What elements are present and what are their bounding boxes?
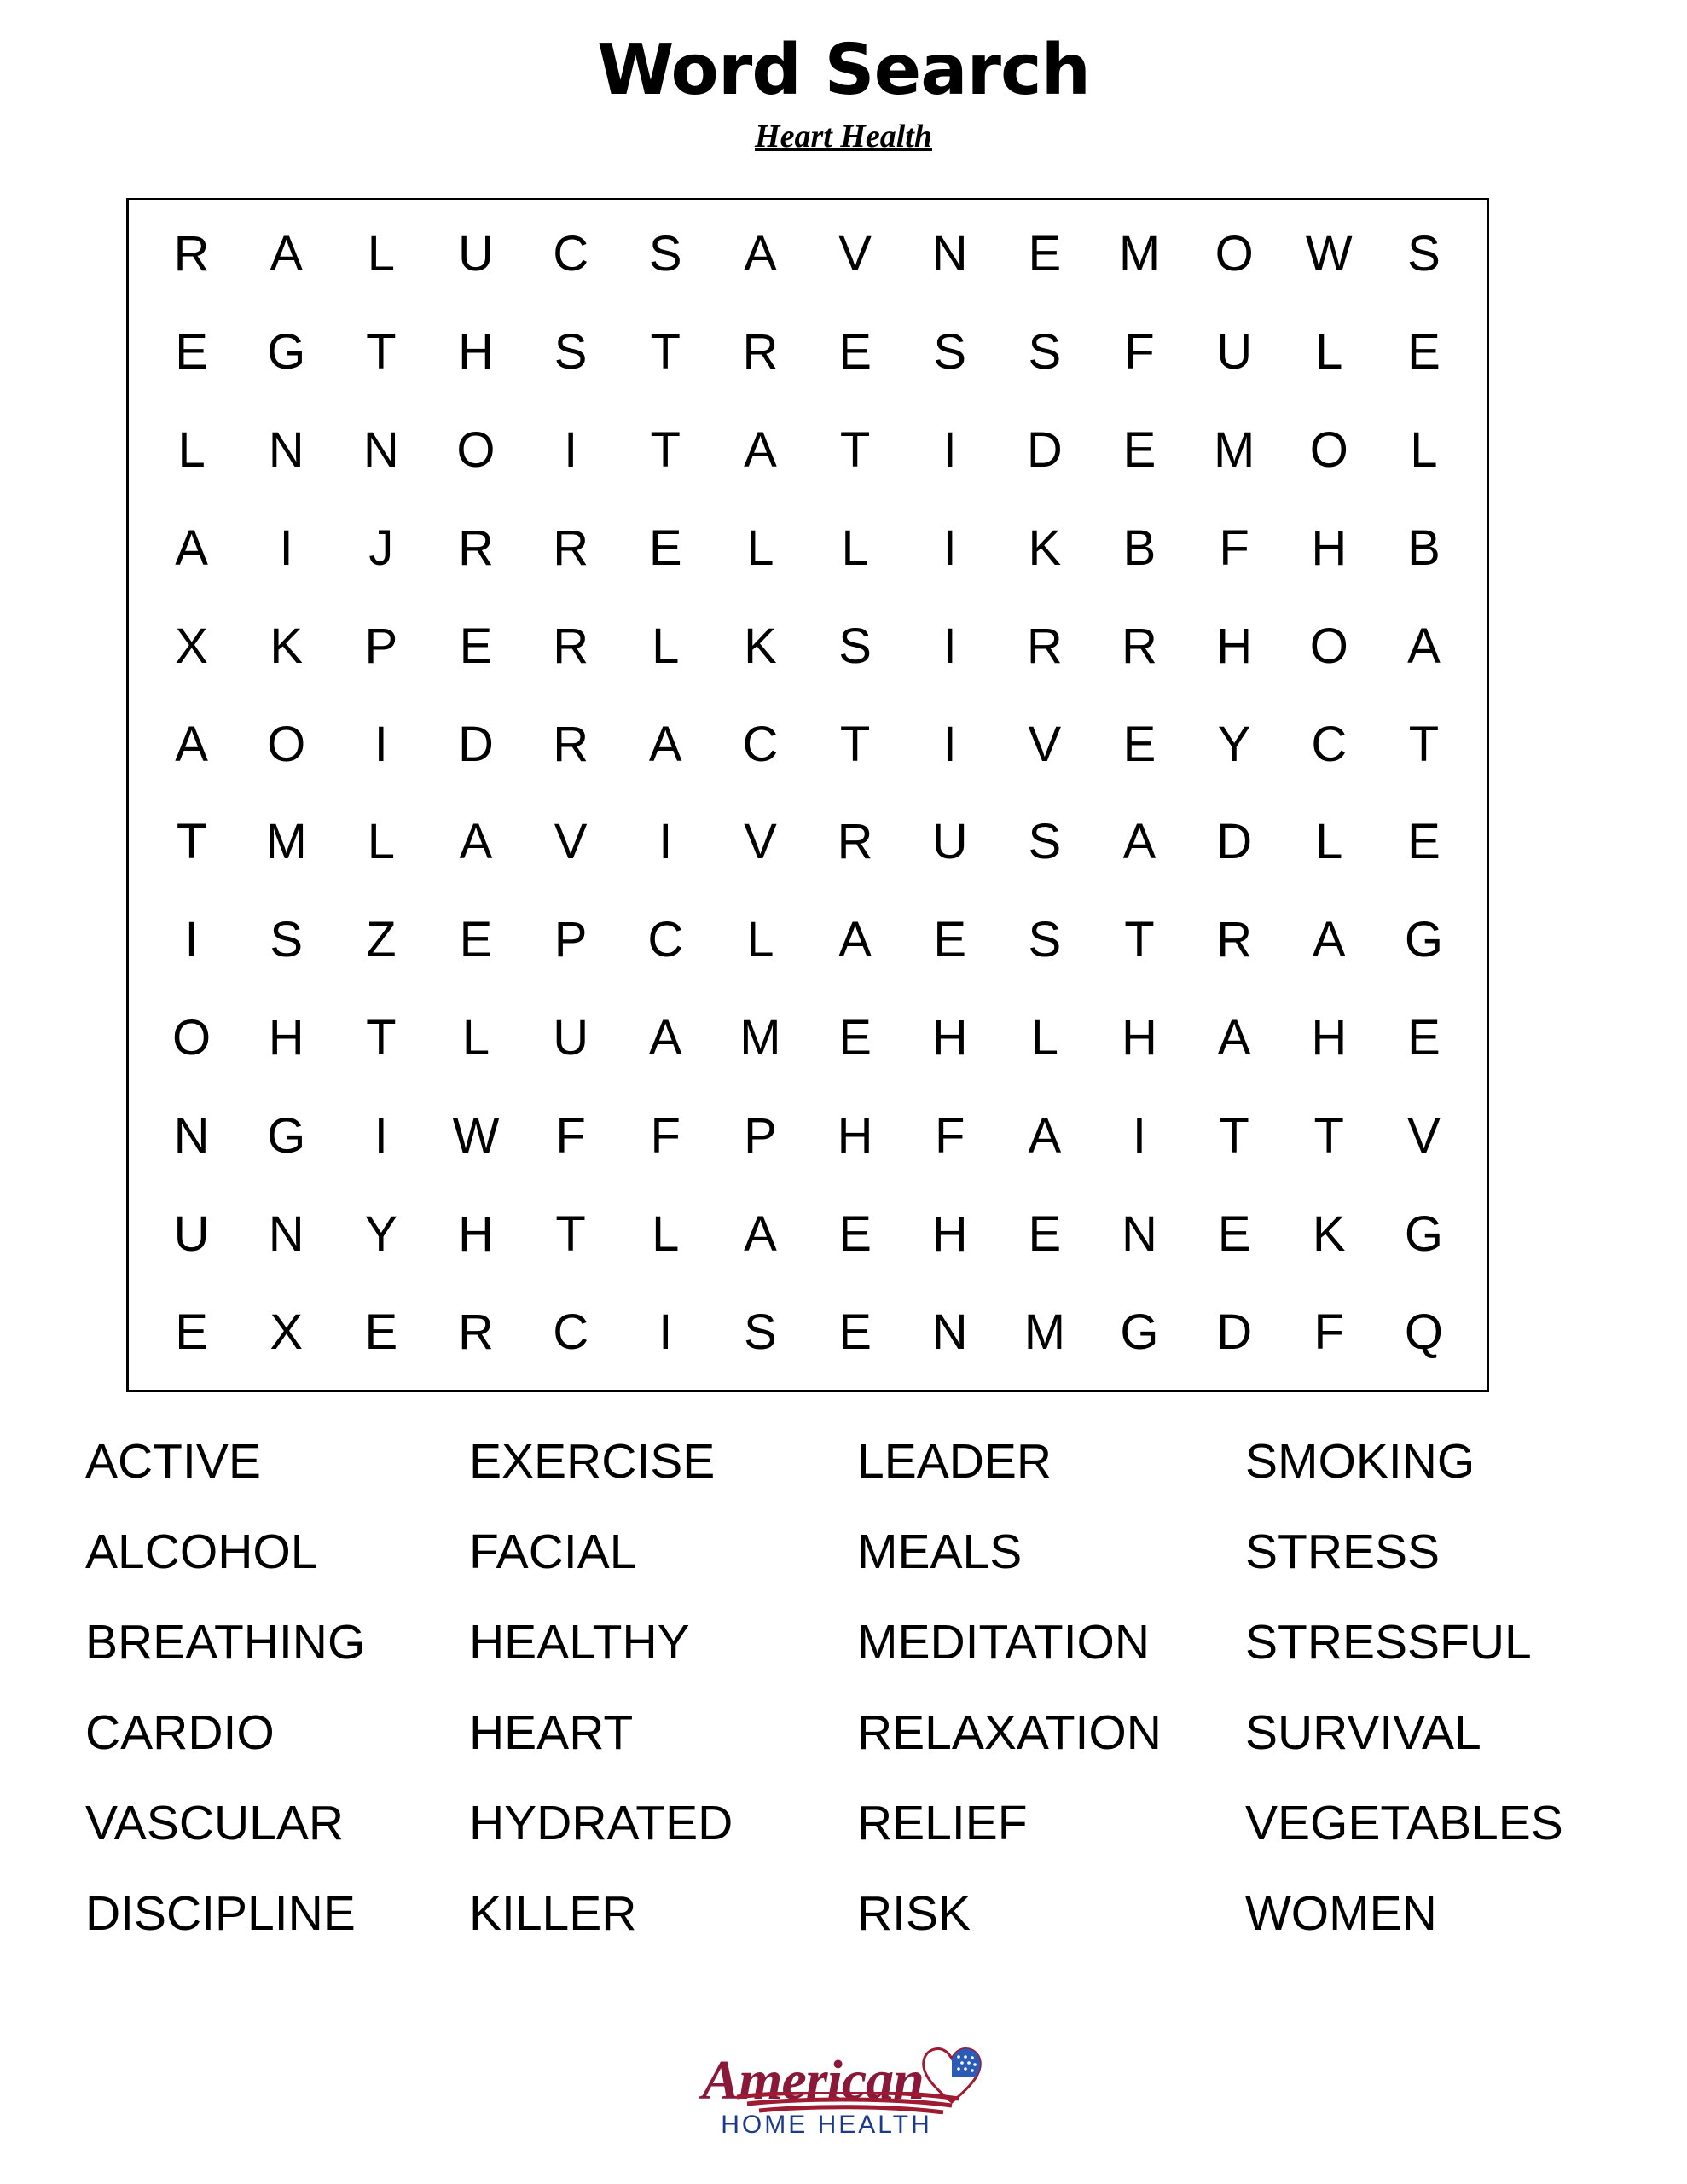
word-list-item[interactable]: CARDIO <box>85 1705 275 1760</box>
grid-cell[interactable]: O <box>1215 226 1254 282</box>
grid-cell[interactable]: J <box>368 520 394 576</box>
grid-cell[interactable]: N <box>1122 1205 1157 1262</box>
grid-cell[interactable]: T <box>839 716 871 772</box>
grid-cell[interactable]: A <box>270 226 304 282</box>
grid-cell[interactable]: R <box>1026 618 1063 674</box>
grid-cell[interactable]: T <box>1219 1107 1249 1164</box>
grid-cell[interactable]: L <box>652 618 680 674</box>
grid-cell[interactable]: E <box>175 1304 208 1360</box>
grid-cell[interactable]: G <box>1120 1304 1159 1360</box>
grid-cell[interactable]: S <box>1028 814 1062 870</box>
grid-cell[interactable]: F <box>934 1107 965 1164</box>
grid-cell[interactable]: M <box>1213 422 1255 479</box>
grid-cell[interactable]: E <box>1407 814 1441 870</box>
grid-cell[interactable]: Q <box>1404 1304 1443 1360</box>
grid-cell[interactable]: O <box>1309 618 1348 674</box>
grid-cell[interactable]: R <box>553 618 589 674</box>
word-list-item[interactable]: ACTIVE <box>85 1433 261 1489</box>
grid-cell[interactable]: F <box>1313 1304 1344 1360</box>
grid-cell[interactable]: A <box>744 226 777 282</box>
grid-cell[interactable]: E <box>1122 422 1157 479</box>
grid-cell[interactable]: E <box>838 1010 872 1066</box>
grid-cell[interactable]: L <box>1315 324 1343 380</box>
grid-cell[interactable]: S <box>648 226 682 282</box>
grid-cell[interactable]: L <box>367 226 395 282</box>
grid-cell[interactable]: M <box>1118 226 1161 282</box>
word-list-item[interactable]: HEART <box>469 1705 634 1760</box>
grid-cell[interactable]: K <box>1312 1205 1346 1262</box>
grid-cell[interactable]: L <box>461 1010 490 1066</box>
word-list-item[interactable]: KILLER <box>469 1885 637 1941</box>
grid-cell[interactable]: R <box>458 1304 494 1360</box>
grid-cell[interactable]: S <box>1028 912 1062 968</box>
grid-cell[interactable]: V <box>838 226 872 282</box>
brand-logo <box>0 2042 1687 2140</box>
grid-cell[interactable]: H <box>1311 520 1348 576</box>
grid-cell[interactable]: I <box>279 520 293 576</box>
grid-cell[interactable]: E <box>648 520 682 576</box>
grid-cell[interactable]: C <box>553 1304 589 1360</box>
grid-cell[interactable]: A <box>175 520 208 576</box>
grid-cell[interactable]: F <box>555 1107 586 1164</box>
grid-cell[interactable]: H <box>1311 1010 1348 1066</box>
grid-cell[interactable]: E <box>838 1304 872 1360</box>
word-list-item[interactable]: SMOKING <box>1245 1433 1475 1489</box>
grid-cell[interactable]: A <box>459 814 493 870</box>
word-list-item[interactable]: STRESSFUL <box>1245 1614 1532 1670</box>
grid-cell[interactable]: N <box>931 226 968 282</box>
grid-cell[interactable]: H <box>931 1010 968 1066</box>
grid-cell[interactable]: H <box>458 1205 494 1262</box>
grid-cell[interactable]: U <box>553 1010 589 1066</box>
word-list-item[interactable]: EXERCISE <box>469 1433 716 1489</box>
grid-cell[interactable]: R <box>742 324 779 380</box>
word-list-item[interactable]: HEALTHY <box>469 1614 690 1670</box>
grid-cell[interactable]: F <box>1124 324 1155 380</box>
grid-cell[interactable]: B <box>1407 520 1441 576</box>
grid-cell[interactable]: F <box>650 1107 681 1164</box>
grid-cell[interactable]: R <box>553 520 589 576</box>
grid-cell[interactable]: R <box>458 520 494 576</box>
word-list-item[interactable]: VEGETABLES <box>1245 1795 1563 1850</box>
grid-cell[interactable]: V <box>1028 716 1062 772</box>
grid-cell[interactable]: K <box>1028 520 1062 576</box>
grid-cell[interactable]: T <box>1313 1107 1344 1164</box>
grid-cell[interactable]: S <box>838 618 872 674</box>
grid-cell[interactable]: O <box>267 716 306 772</box>
grid-cell[interactable]: G <box>267 1107 306 1164</box>
word-list <box>85 1416 1612 1959</box>
grid-cell[interactable]: R <box>837 814 873 870</box>
grid-cell[interactable]: H <box>837 1107 873 1164</box>
grid-cell[interactable]: R <box>1216 912 1253 968</box>
grid-cell[interactable]: Z <box>366 912 397 968</box>
grid-cell[interactable]: T <box>1124 912 1155 968</box>
grid-cell[interactable]: E <box>1407 324 1441 380</box>
grid-cell[interactable]: E <box>838 1205 872 1262</box>
grid-cell[interactable]: A <box>1122 814 1157 870</box>
word-list-item[interactable]: HYDRATED <box>469 1795 733 1850</box>
grid-cell[interactable]: E <box>1217 1205 1251 1262</box>
grid-cell[interactable]: I <box>942 422 957 479</box>
grid-cell[interactable]: K <box>744 618 777 674</box>
grid-cell[interactable]: I <box>942 716 957 772</box>
grid-cell[interactable]: I <box>658 1304 673 1360</box>
word-list-item[interactable]: WOMEN <box>1245 1885 1437 1941</box>
word-search-grid[interactable] <box>126 198 1489 1392</box>
word-list-item[interactable]: VASCULAR <box>85 1795 345 1850</box>
grid-cell[interactable]: N <box>362 422 399 479</box>
grid-cell[interactable]: H <box>458 324 494 380</box>
word-list-item[interactable]: BREATHING <box>85 1614 366 1670</box>
word-list-item[interactable]: MEALS <box>857 1524 1023 1579</box>
grid-cell[interactable]: E <box>838 324 872 380</box>
grid-cell[interactable]: A <box>1217 1010 1251 1066</box>
grid-cell[interactable]: H <box>268 1010 304 1066</box>
grid-cell[interactable]: X <box>270 1304 304 1360</box>
grid-cell[interactable]: V <box>554 814 588 870</box>
grid-cell[interactable]: E <box>1407 1010 1441 1066</box>
grid-cell[interactable]: I <box>942 520 957 576</box>
grid-cell[interactable]: P <box>554 912 588 968</box>
grid-cell[interactable]: S <box>1028 324 1062 380</box>
grid-cell[interactable]: T <box>1408 716 1440 772</box>
word-list-item[interactable]: FACIAL <box>469 1524 637 1579</box>
grid-cell[interactable]: A <box>1028 1107 1062 1164</box>
word-list-item[interactable]: RELAXATION <box>857 1705 1162 1760</box>
grid-cell[interactable]: V <box>1407 1107 1441 1164</box>
logo-brand-secondary: HOME HEALTH <box>721 2111 932 2139</box>
grid-cell[interactable]: L <box>841 520 869 576</box>
word-list-item[interactable]: RISK <box>857 1885 971 1941</box>
grid-cell[interactable]: X <box>175 618 208 674</box>
grid-cell[interactable]: U <box>1216 324 1253 380</box>
grid-cell[interactable]: T <box>839 422 871 479</box>
word-list-item[interactable]: RELIEF <box>857 1795 1028 1850</box>
grid-cell[interactable]: L <box>1410 422 1438 479</box>
grid-cell[interactable]: S <box>1407 226 1441 282</box>
grid-cell[interactable]: A <box>648 1010 682 1066</box>
grid-cell[interactable]: R <box>1122 618 1157 674</box>
grid-cell[interactable]: N <box>268 1205 304 1262</box>
grid-cell[interactable]: A <box>175 716 208 772</box>
word-list-item[interactable]: MEDITATION <box>857 1614 1151 1670</box>
grid-cell[interactable]: P <box>744 1107 777 1164</box>
grid-cell[interactable]: S <box>554 324 588 380</box>
grid-cell[interactable]: S <box>933 324 967 380</box>
grid-cell[interactable]: T <box>650 324 681 380</box>
grid-cell[interactable]: N <box>931 1304 968 1360</box>
grid-cell[interactable]: B <box>1122 520 1157 576</box>
grid-cell[interactable]: L <box>1315 814 1343 870</box>
grid-cell[interactable]: T <box>650 422 681 479</box>
grid-cell[interactable]: L <box>746 520 774 576</box>
grid-cell[interactable]: P <box>364 618 398 674</box>
grid-cell[interactable]: A <box>1407 618 1441 674</box>
grid-cell[interactable]: I <box>658 814 673 870</box>
grid-cell[interactable]: E <box>175 324 208 380</box>
page-subtitle: Heart Health <box>755 119 932 155</box>
grid-cell[interactable]: I <box>374 1107 388 1164</box>
grid-cell[interactable]: G <box>1404 1205 1443 1262</box>
grid-cell[interactable]: C <box>1311 716 1348 772</box>
grid-cell[interactable]: E <box>459 618 493 674</box>
word-list-item[interactable]: STRESS <box>1245 1524 1441 1579</box>
grid-cell[interactable]: G <box>1404 912 1443 968</box>
grid-cell[interactable]: H <box>931 1205 968 1262</box>
grid-cell[interactable]: W <box>1305 226 1353 282</box>
word-list-item[interactable]: DISCIPLINE <box>85 1885 356 1941</box>
grid-cell[interactable]: V <box>744 814 777 870</box>
grid-cell[interactable]: E <box>1028 226 1062 282</box>
grid-cell[interactable]: A <box>648 716 682 772</box>
grid-cell[interactable]: R <box>553 716 589 772</box>
grid-cell[interactable]: E <box>933 912 967 968</box>
grid-cell[interactable]: I <box>1132 1107 1147 1164</box>
grid-cell[interactable]: N <box>173 1107 210 1164</box>
grid-cell[interactable]: T <box>366 324 397 380</box>
logo-brand-primary: American <box>702 2049 924 2111</box>
grid-cell[interactable]: L <box>746 912 774 968</box>
grid-cell[interactable]: K <box>270 618 304 674</box>
grid-cell[interactable]: L <box>367 814 395 870</box>
grid-cell[interactable]: D <box>1216 814 1253 870</box>
grid-cell[interactable]: F <box>1219 520 1249 576</box>
grid-cell[interactable]: O <box>456 422 496 479</box>
grid-cell[interactable]: C <box>742 716 779 772</box>
grid-cell[interactable]: U <box>931 814 968 870</box>
grid-cell[interactable]: C <box>553 226 589 282</box>
grid-cell[interactable]: D <box>1216 1304 1253 1360</box>
grid-cell[interactable]: W <box>452 1107 500 1164</box>
grid-cell[interactable]: R <box>173 226 210 282</box>
grid-cell[interactable]: M <box>1023 1304 1066 1360</box>
grid-cell[interactable]: A <box>744 1205 777 1262</box>
grid-cell[interactable]: E <box>1122 716 1157 772</box>
grid-cell[interactable]: U <box>173 1205 210 1262</box>
grid-cell[interactable]: E <box>459 912 493 968</box>
grid-cell[interactable]: L <box>652 1205 680 1262</box>
grid-cell[interactable]: D <box>1026 422 1063 479</box>
grid-cell[interactable]: I <box>564 422 578 479</box>
flag-stripes-icon <box>703 2092 984 2114</box>
grid-cell[interactable]: H <box>1216 618 1253 674</box>
grid-cell[interactable]: E <box>364 1304 398 1360</box>
grid-cell[interactable]: D <box>458 716 494 772</box>
grid-cell[interactable]: Y <box>364 1205 398 1262</box>
grid-cell[interactable]: L <box>177 422 206 479</box>
page-title: Word Search <box>597 30 1090 111</box>
grid-cell[interactable]: A <box>838 912 872 968</box>
grid-cell[interactable]: A <box>744 422 777 479</box>
grid-cell[interactable]: E <box>1028 1205 1062 1262</box>
grid-cell[interactable]: M <box>739 1010 781 1066</box>
word-list-item[interactable]: SURVIVAL <box>1245 1705 1481 1760</box>
grid-cell[interactable]: S <box>744 1304 777 1360</box>
word-list-item[interactable]: ALCOHOL <box>85 1524 318 1579</box>
grid-cell[interactable]: M <box>265 814 307 870</box>
grid-cell[interactable]: T <box>555 1205 586 1262</box>
grid-cell[interactable]: I <box>374 716 388 772</box>
grid-cell[interactable]: U <box>458 226 494 282</box>
grid-cell[interactable]: I <box>184 912 199 968</box>
word-list-item[interactable]: LEADER <box>857 1433 1052 1489</box>
grid-cell[interactable]: S <box>270 912 304 968</box>
grid-cell[interactable]: O <box>172 1010 212 1066</box>
grid-cell[interactable]: H <box>1122 1010 1157 1066</box>
grid-cell[interactable]: T <box>176 814 207 870</box>
grid-cell[interactable]: O <box>1309 422 1348 479</box>
grid-cell[interactable]: L <box>1030 1010 1058 1066</box>
grid-cell[interactable]: Y <box>1217 716 1251 772</box>
grid-cell[interactable]: I <box>942 618 957 674</box>
grid-cell[interactable]: G <box>267 324 306 380</box>
grid-cell[interactable]: N <box>268 422 304 479</box>
grid-cell[interactable]: A <box>1312 912 1346 968</box>
grid-cell[interactable]: C <box>647 912 684 968</box>
grid-cell[interactable]: T <box>366 1010 397 1066</box>
